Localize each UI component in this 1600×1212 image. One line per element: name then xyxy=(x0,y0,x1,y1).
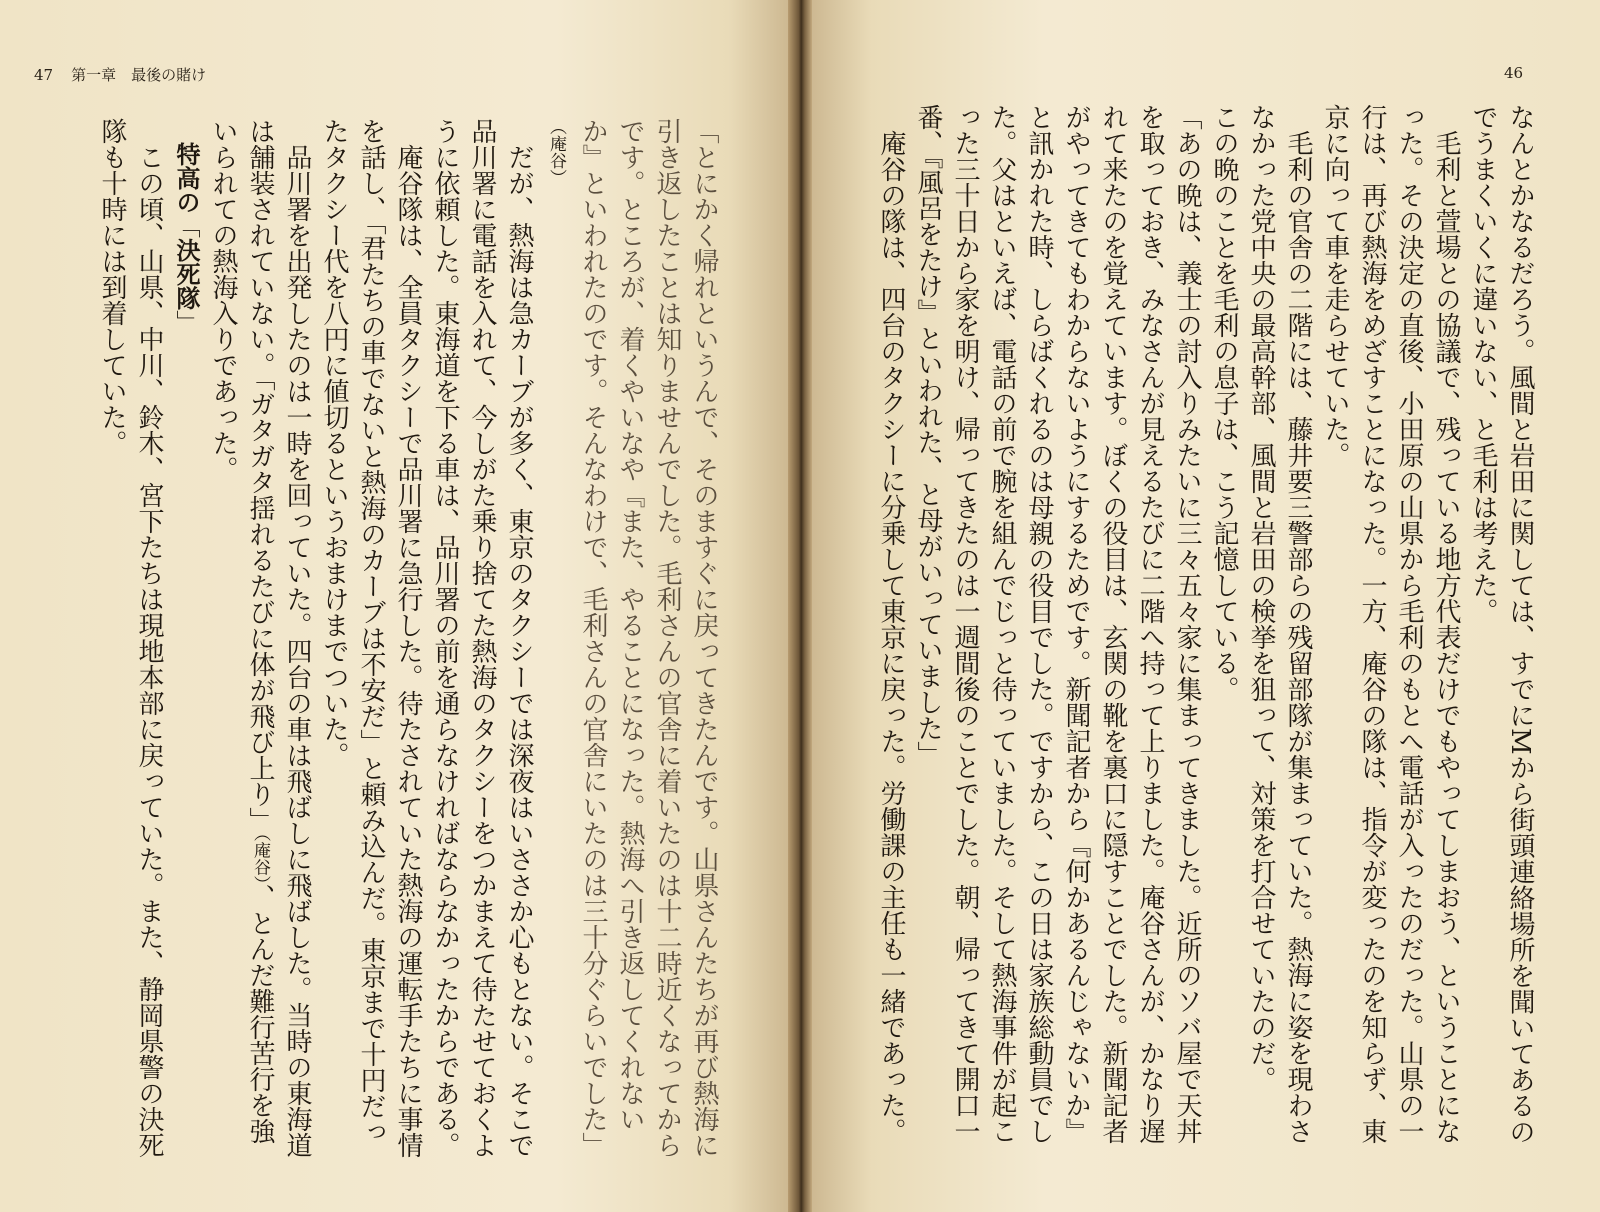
paragraph: 毛利の官舎の二階には、藤井要三警部らの残留部隊が集まっていた。熱海に姿を現わさなかった党中央の最高幹部、風間と岩田の検挙を狙って、対策を打合せていたのだ。 xyxy=(1246,104,1313,1144)
section-heading xyxy=(167,118,204,1158)
paragraph-tail: 、とんだ難行苦行を強いられての熱海入りであった。 xyxy=(208,118,275,1144)
paragraph: だが、熱海は急カーブが多く、東京のタクシーでは深夜はいささか心もとない。そこで品川署に電話を入れて、今しがた乗り捨てた熱海のタクシーをつかまえて待たせておくように依頼した。東海道を下る車は、品川署の前を通らなければならなかったからである。 xyxy=(430,118,534,1158)
book-gutter xyxy=(788,0,812,1212)
section-heading-prefix: 特高の xyxy=(172,142,200,214)
paragraph: 庵谷の隊は、四台のタクシーに分乗して東京に戻った。労働課の主任も一緒であった。 xyxy=(876,130,906,1144)
attribution: （庵谷） xyxy=(546,118,566,186)
quote-paragraph xyxy=(537,118,722,1158)
quote-text: 「とにかく帰れというんで、そのますぐに戻ってきたんです。山県さんたちが再び熱海に引き返したことは知りませんでした。毛利さんの官舎に着いたのは十二時近くなってからです。ところが、着くやいなや『また、やることになった。熱海へ引き返してくれないか』といわれたのです。そんなわけで、毛利さんの官舎にいたのは三十分ぐらいでした」 xyxy=(578,118,719,1158)
paragraph: 庵谷隊は、全員タクシーで品川署に急行した。待たされていた熱海の運転手たちに事情を話し、「君たちの車でないと熱海のカーブは不安だ」と頼み込んだ。東京まで十円だったタクシー代を八円に値切るというおまけまでついた。 xyxy=(319,118,423,1158)
section-heading-close: 」 xyxy=(172,310,200,334)
left-page-text xyxy=(18,118,722,1158)
paragraph: 毛利と萱場との協議で、残っている地方代表だけでもやってしまおう、ということになった。その決定の直後、小田原の山県から毛利のもとへ電話が入ったのだった。山県の一行は、再び熱海をめざすことになった。一方、庵谷の隊は、指令が変ったのを知らず、東京に向って車を走らせていた。 xyxy=(1320,104,1461,1144)
attribution: （庵谷） xyxy=(250,833,270,884)
section-heading-title: 決死隊 xyxy=(172,238,200,310)
paragraph xyxy=(204,118,315,1158)
running-head-right xyxy=(1504,64,1523,82)
page-number-right: 46 xyxy=(1504,64,1524,82)
right-page-text xyxy=(830,104,1538,1156)
paragraph-text: 品川署を出発したのは一時を回っていた。四台の車は飛ばしに飛ばした。当時の東海道は舗装されていない。「ガタガタ揺れるたびに体が飛び上り」 xyxy=(245,118,312,1158)
quote-paragraph: 「あの晩は、義士の討入りみたいに三々五々家に集まってきました。近所のソバ屋で天丼を取っておき、みなさんが見えるたびに二階へ持って上りました。庵谷さんが、かなり遅れて来たのを覚えています。ぼくの役目は、玄関の靴を裏口に隠すことでした。新聞記者がやってきてもわからないようにするためです。新聞記者から『何かあるんじゃないか』と訊かれた時、しらばくれるのは母親の役目でした。ですから、この日は家族総動員でした。父はといえば、電話の前で腕を組んでじっと待っていました。そして熱海事件が起こった三十日から家を明け、帰ってきたのは一週間後のことでした。朝、帰ってきて開口一番、『風呂をたけ』といわれた、と母がいっていました」 xyxy=(913,104,1202,1144)
paragraph: なんとかなるだろう。風間と岩田に関しては、すでにMから街頭連絡場所を聞いてあるのでうまくいくに違いない、と毛利は考えた。 xyxy=(1468,104,1535,1145)
section-heading-open: 「 xyxy=(172,214,200,238)
paragraph: この晩のことを毛利の息子は、こう記憶している。 xyxy=(1209,104,1239,702)
chapter-title: 第一章 最後の賭け xyxy=(71,66,207,84)
page-number-left: 47 xyxy=(34,66,54,84)
paragraph: この頃、山県、中川、鈴木、宮下たちは現地本部に戻っていた。また、静岡県警の決死隊も十時には到着していた。 xyxy=(97,118,164,1158)
running-head-left xyxy=(34,64,206,85)
